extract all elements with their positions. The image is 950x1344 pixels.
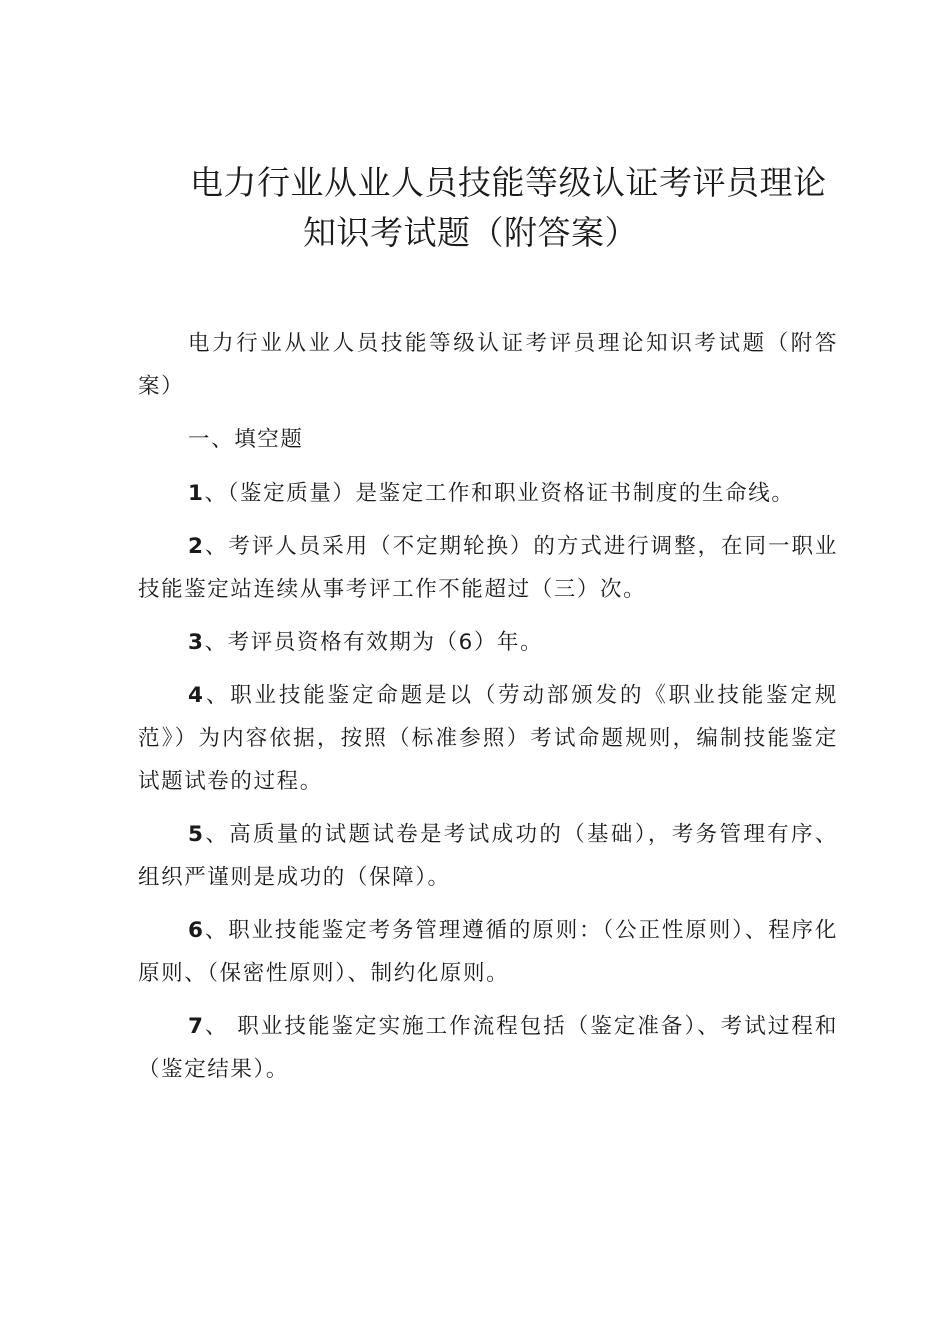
question-text: 、考评员资格有效期为（6）年。: [204, 630, 544, 655]
document-body: [138, 322, 838, 1101]
question-text: 、高质量的试题试卷是考试成功的（基础），考务管理有序、组织严谨则是成功的（保障）。: [138, 822, 838, 890]
question-number: 1: [188, 481, 205, 506]
title-line-1: 电力行业从业人员技能等级认证考评员理论: [190, 163, 827, 202]
section-heading: 一、填空题: [188, 427, 304, 452]
question-text: 、考评人员采用（不定期轮换）的方式进行调整，在同一职业技能鉴定站连续从事考评工作不能超过（三）次。: [138, 534, 838, 602]
question-number: 3: [188, 630, 205, 655]
question-item: [138, 909, 838, 995]
intro-paragraph: 电力行业从业人员技能等级认证考评员理论知识考试题（附答案）: [138, 331, 838, 399]
question-number: 6: [188, 918, 205, 943]
question-item: [138, 525, 838, 611]
question-text: 、职业技能鉴定考务管理遵循的原则：（公正性原则）、程序化原则、（保密性原则）、制约化原则。: [138, 918, 838, 986]
question-number: 5: [188, 822, 205, 847]
question-item: [138, 1005, 838, 1091]
question-number: 7: [188, 1014, 205, 1039]
question-number: 2: [188, 534, 205, 559]
question-text: 、 职业技能鉴定实施工作流程包括（鉴定准备）、考试过程和（鉴定结果）。: [138, 1014, 838, 1082]
question-item: [138, 674, 838, 803]
document-title: [190, 158, 850, 258]
question-text: 、（鉴定质量）是鉴定工作和职业资格证书制度的生命线。: [204, 481, 795, 506]
question-item: [138, 813, 838, 899]
question-item: [138, 621, 838, 664]
question-item: [138, 472, 838, 515]
title-line-2: 知识考试题（附答案）: [303, 213, 638, 252]
question-text: 、职业技能鉴定命题是以（劳动部颁发的《职业技能鉴定规范》）为内容依据，按照（标准参照）考试命题规则，编制技能鉴定试题试卷的过程。: [138, 683, 838, 794]
question-number: 4: [188, 683, 205, 708]
